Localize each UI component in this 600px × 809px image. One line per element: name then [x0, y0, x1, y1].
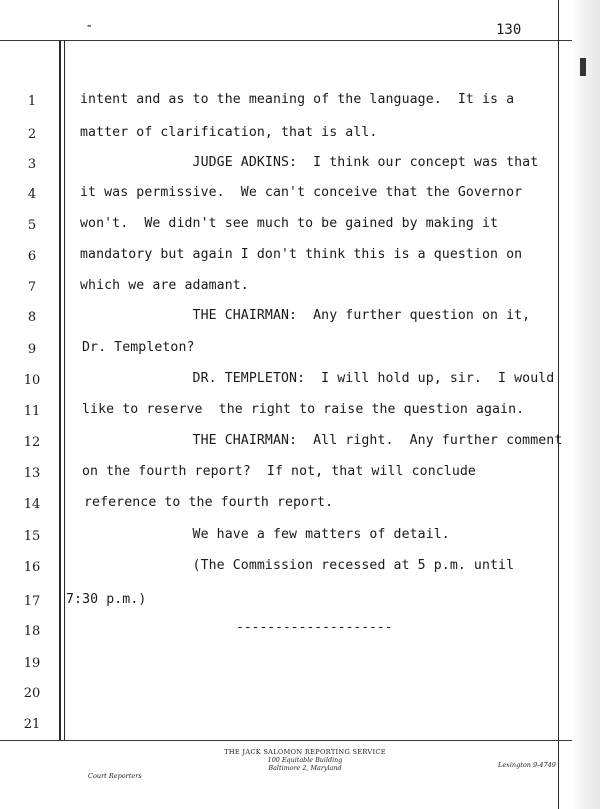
- transcript-line: (The Commission recessed at 5 p.m. until: [80, 558, 515, 573]
- line-number: 18: [23, 624, 41, 639]
- footer-court-reporters: Court Reporters: [88, 772, 142, 780]
- line-number: 4: [27, 187, 37, 202]
- reporter-footer: [210, 748, 400, 772]
- transcript-line: reference to the fourth report.: [84, 495, 334, 510]
- line-number: 20: [23, 686, 41, 701]
- footer-phone: Lexington 9-4749: [498, 761, 556, 769]
- line-number: 15: [23, 529, 41, 544]
- reporting-service-name: THE JACK SALOMON REPORTING SERVICE: [224, 748, 386, 756]
- reporting-service-address-2: Baltimore 2, Maryland: [268, 764, 342, 772]
- top-rule: [0, 40, 572, 41]
- transcript-line: THE CHAIRMAN: All right. Any further comment: [80, 433, 563, 448]
- line-number: 7: [27, 280, 37, 295]
- scan-edge: [572, 0, 600, 809]
- line-number: 11: [23, 404, 41, 419]
- transcript-line: which we are adamant.: [80, 278, 249, 293]
- transcript-line: JUDGE ADKINS: I think our concept was that: [80, 155, 539, 170]
- margin-rule-left: [59, 40, 61, 740]
- margin-rule-left-inner: [64, 40, 65, 740]
- line-number: 19: [23, 656, 41, 671]
- line-number: 10: [23, 373, 41, 388]
- line-number: 14: [23, 497, 41, 512]
- transcript-line: on the fourth report? If not, that will conclude: [82, 464, 476, 479]
- line-number: 5: [27, 218, 37, 233]
- transcript-line: THE CHAIRMAN: Any further question on it,: [80, 308, 531, 323]
- header-mark: -: [85, 18, 94, 34]
- line-number: 16: [23, 560, 41, 575]
- line-number: 6: [27, 249, 37, 264]
- line-number: 3: [27, 157, 37, 172]
- section-separator: --------------------: [236, 620, 393, 635]
- line-number: 2: [27, 127, 37, 142]
- line-number: 17: [23, 594, 41, 609]
- transcript-line: it was permissive. We can't conceive that the Governor: [80, 185, 523, 200]
- transcript-line: 7:30 p.m.): [66, 592, 147, 607]
- transcript-line: intent and as to the meaning of the language. It is a: [80, 92, 515, 107]
- line-number: 1: [27, 94, 37, 109]
- transcript-line: We have a few matters of detail.: [80, 527, 450, 542]
- scan-edge-mark: [580, 58, 586, 76]
- transcript-line: Dr. Templeton?: [82, 340, 195, 355]
- line-number: 8: [27, 310, 37, 325]
- margin-rule-right: [558, 0, 559, 809]
- reporting-service-address-1: 100 Equitable Building: [267, 756, 343, 764]
- transcript-line: matter of clarification, that is all.: [80, 125, 378, 140]
- bottom-rule: [0, 740, 572, 741]
- line-number: 9: [27, 342, 37, 357]
- transcript-line: won't. We didn't see much to be gained by making it: [80, 216, 499, 231]
- line-number: 21: [23, 717, 41, 732]
- page-number: 130: [496, 22, 522, 38]
- line-number: 13: [23, 466, 41, 481]
- transcript-line: DR. TEMPLETON: I will hold up, sir. I would: [80, 371, 555, 386]
- transcript-line: mandatory but again I don't think this is a question on: [80, 247, 523, 262]
- transcript-line: like to reserve the right to raise the question again.: [82, 402, 525, 417]
- line-number: 12: [23, 435, 41, 450]
